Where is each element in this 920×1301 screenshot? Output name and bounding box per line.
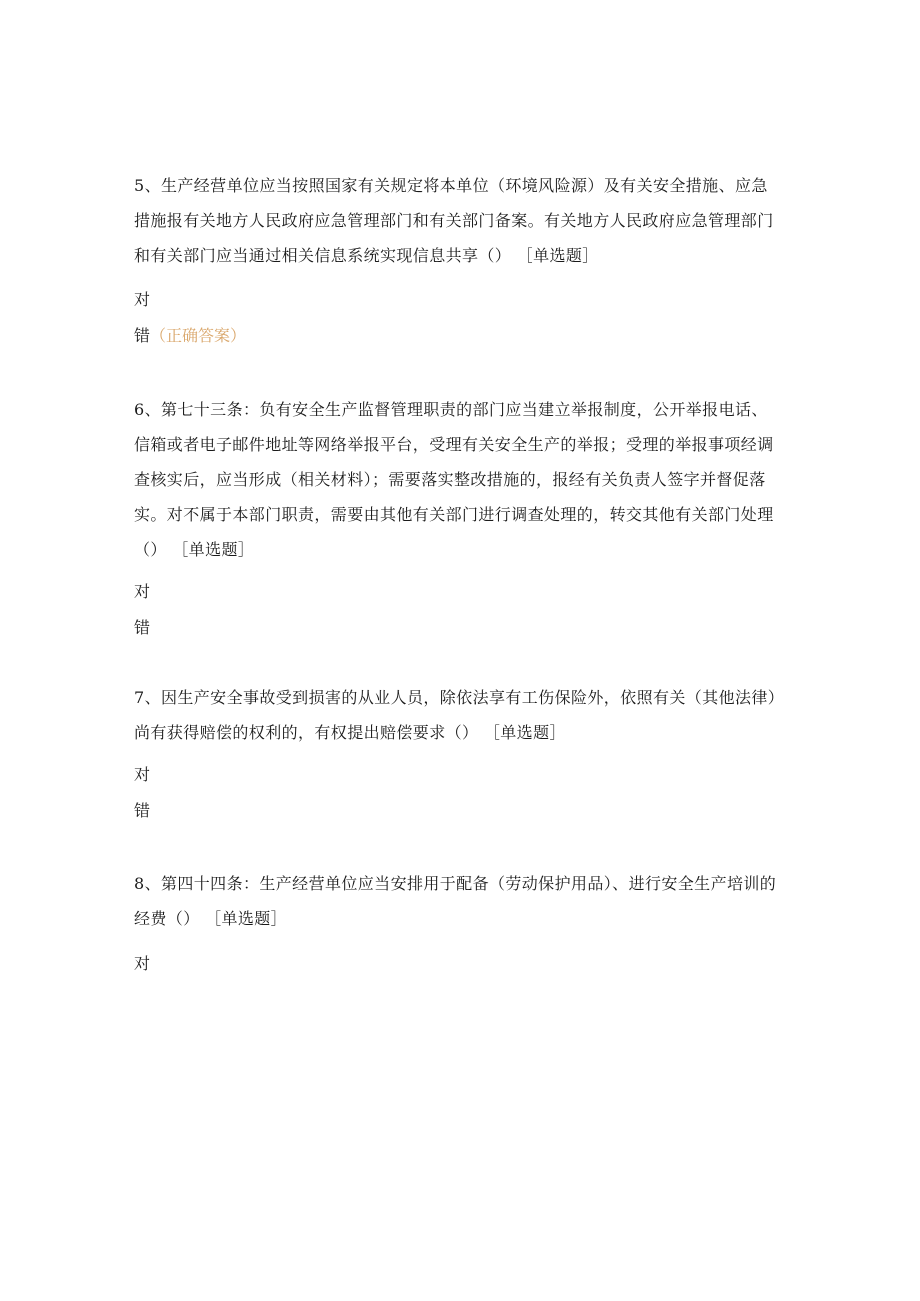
option-label: 对: [134, 954, 151, 973]
option-false[interactable]: [134, 326, 246, 346]
option-true[interactable]: [134, 582, 150, 602]
question-5: [134, 168, 784, 345]
question-text: 5、生产经营单位应当按照国家有关规定将本单位（环境风险源）及有关安全措施、应急措施报有关地方人民政府应急管理部门和有关部门备案。有关地方人民政府应急管理部门和有关部门应当通过相关信息系统实现信息共享（） ［单选题］: [134, 176, 774, 265]
option-label: 对: [134, 582, 151, 601]
option-label: 对: [134, 765, 151, 784]
question-6: [134, 392, 784, 637]
question-text: 6、第七十三条：负有安全生产监督管理职责的部门应当建立举报制度，公开举报电话、信箱或者电子邮件地址等网络举报平台，受理有关安全生产的举报；受理的举报事项经调查核实后，应当形成（相关材料）；需要落实整改措施的，报经有关负责人签字并督促落实。对不属于本部门职责，需要由其他有关部门进行调查处理的，转交其他有关部门处理（） ［单选题］: [134, 400, 774, 559]
correct-answer-tag: （正确答案）: [150, 326, 247, 345]
option-label: 对: [134, 290, 151, 309]
option-true[interactable]: [134, 765, 150, 785]
option-label: 错: [134, 618, 151, 637]
option-true[interactable]: [134, 954, 150, 974]
question-7: [134, 680, 784, 820]
option-true[interactable]: [134, 290, 150, 310]
question-8: [134, 866, 784, 973]
question-text: 8、第四十四条：生产经营单位应当安排用于配备（劳动保护用品）、进行安全生产培训的经费（） ［单选题］: [134, 874, 777, 928]
option-false[interactable]: [134, 801, 150, 821]
option-label: 错: [134, 801, 151, 820]
option-false[interactable]: [134, 618, 150, 638]
question-text: 7、因生产安全事故受到损害的从业人员，除依法享有工伤保险外，依照有关（其他法律）尚有获得赔偿的权利的，有权提出赔偿要求（） ［单选题］: [134, 688, 777, 742]
option-label: 错: [134, 326, 151, 345]
